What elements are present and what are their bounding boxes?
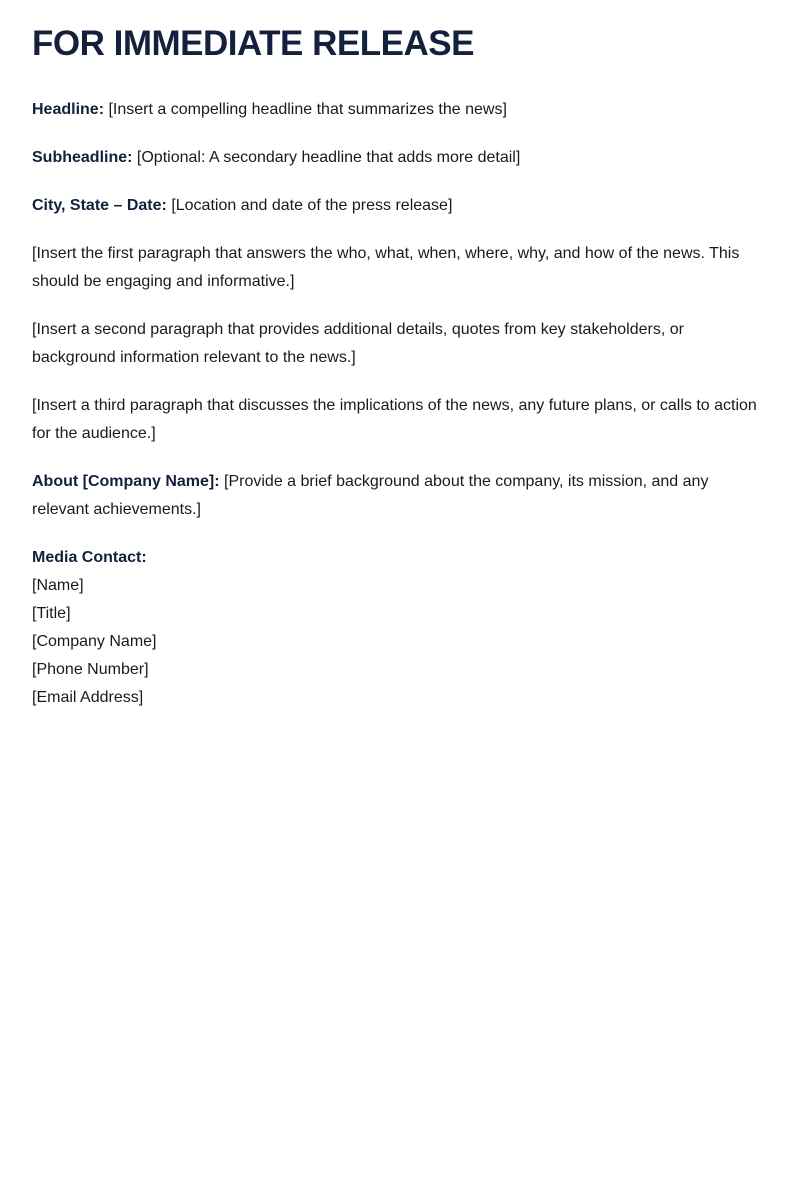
about-company-field — [32, 468, 768, 524]
city-state-date-label: City, State – Date: — [32, 197, 167, 214]
media-contact-block — [32, 544, 768, 712]
first-paragraph: [Insert the first paragraph that answers the who, what, when, where, why, and how of the news. This should be engaging and informative.] — [32, 245, 740, 290]
contact-phone-number: [Phone Number] — [32, 661, 149, 678]
headline-label: Headline: — [32, 101, 105, 118]
contact-email-address: [Email Address] — [32, 689, 144, 706]
headline-field — [32, 96, 768, 124]
headline-value: [Insert a compelling headline that summarizes the news] — [108, 101, 507, 118]
contact-title: [Title] — [32, 605, 71, 622]
contact-company-name: [Company Name] — [32, 633, 157, 650]
document-title: FOR IMMEDIATE RELEASE — [32, 24, 474, 63]
about-company-value: [Provide a brief background about the company, its mission, and any relevant achievements.] — [32, 473, 709, 518]
city-state-date-value: [Location and date of the press release] — [171, 197, 453, 214]
subheadline-label: Subheadline: — [32, 149, 133, 166]
third-paragraph: [Insert a third paragraph that discusses the implications of the news, any future plans, or calls to action for the audience.] — [32, 397, 757, 442]
subheadline-field — [32, 144, 768, 172]
second-paragraph: [Insert a second paragraph that provides additional details, quotes from key stakeholders, or background information relevant to the news.] — [32, 321, 684, 366]
media-contact-label: Media Contact: — [32, 549, 147, 566]
subheadline-value: [Optional: A secondary headline that adds more detail] — [136, 149, 521, 166]
contact-name: [Name] — [32, 577, 84, 594]
city-state-date-field — [32, 192, 768, 220]
about-company-label: About [Company Name]: — [32, 473, 220, 490]
